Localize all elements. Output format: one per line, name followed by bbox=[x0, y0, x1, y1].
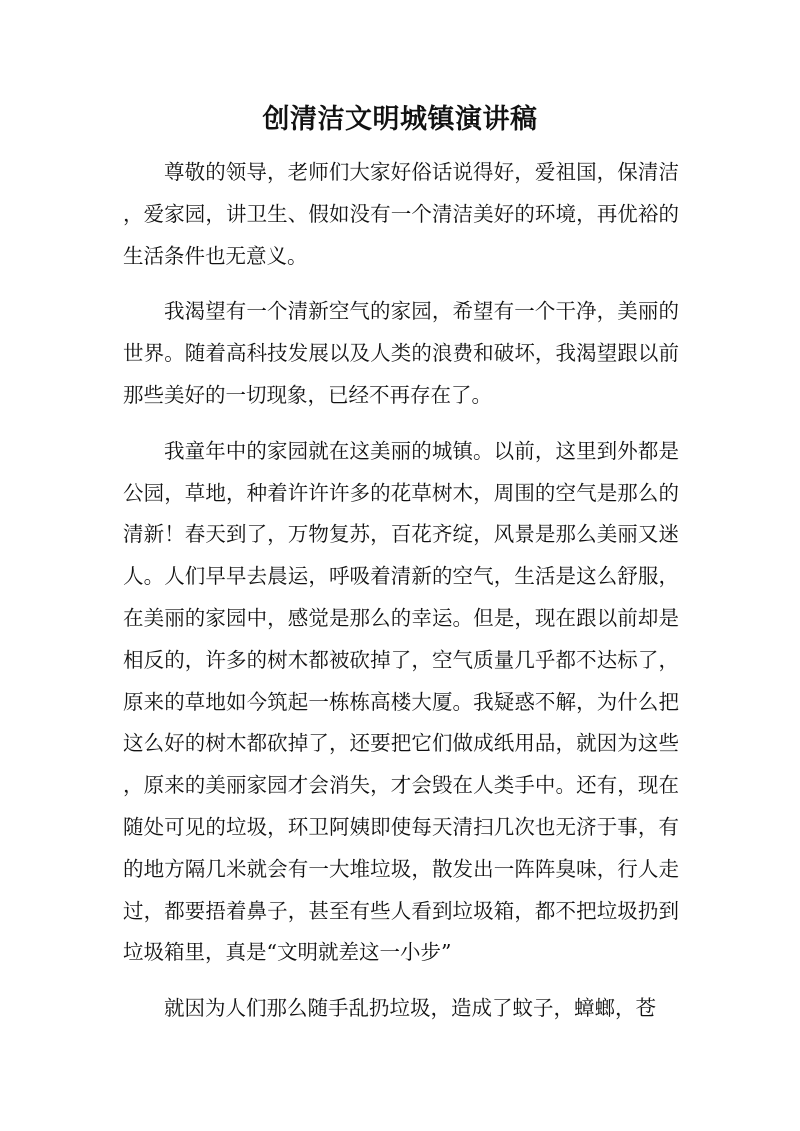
document-title: 创清洁文明城镇演讲稿 bbox=[262, 104, 538, 135]
paragraph-2: 我渴望有一个清新空气的家园，希望有一个干净，美丽的世界。随着高科技发展以及人类的浪费和破坏，我渴望跟以前那些美好的一切现象，已经不再存在了。 bbox=[123, 299, 679, 407]
paragraph-4: 就因为人们那么随手乱扔垃圾，造成了蚊子，蟑螂，苍 bbox=[164, 996, 656, 1021]
document-body bbox=[123, 152, 679, 1044]
paragraph-1: 尊敬的领导，老师们大家好俗话说得好，爱祖国，保清洁，爱家园，讲卫生、假如没有一个清洁美好的环境，再优裕的生活条件也无意义。 bbox=[123, 160, 679, 268]
paragraph-3: 我童年中的家园就在这美丽的城镇。以前，这里到外都是公园，草地，种着许许许多的花草树木，周围的空气是那么的清新！春天到了，万物复苏，百花齐绽，风景是那么美丽又迷人。人们早早去晨运，呼吸着清新的空气，生活是这么舒服，在美丽的家园中，感觉是那么的幸运。但是，现在跟以前却是相反的，许多的树木都被砍掉了，空气质量几乎都不达标了，原来的草地如今筑起一栋栋高楼大厦。我疑惑不解，为什么把这么好的树木都砍掉了，还要把它们做成纸用品，就因为这些，原来的美丽家园才会消失，才会毁在人类手中。还有，现在随处可见的垃圾，环卫阿姨即使每天清扫几次也无济于事，有的地方隔几米就会有一大堆垃圾，散发出一阵阵臭味，行人走过，都要捂着鼻子，甚至有些人看到垃圾箱，都不把垃圾扔到垃圾箱里，真是“文明就差这一小步” bbox=[123, 438, 679, 965]
